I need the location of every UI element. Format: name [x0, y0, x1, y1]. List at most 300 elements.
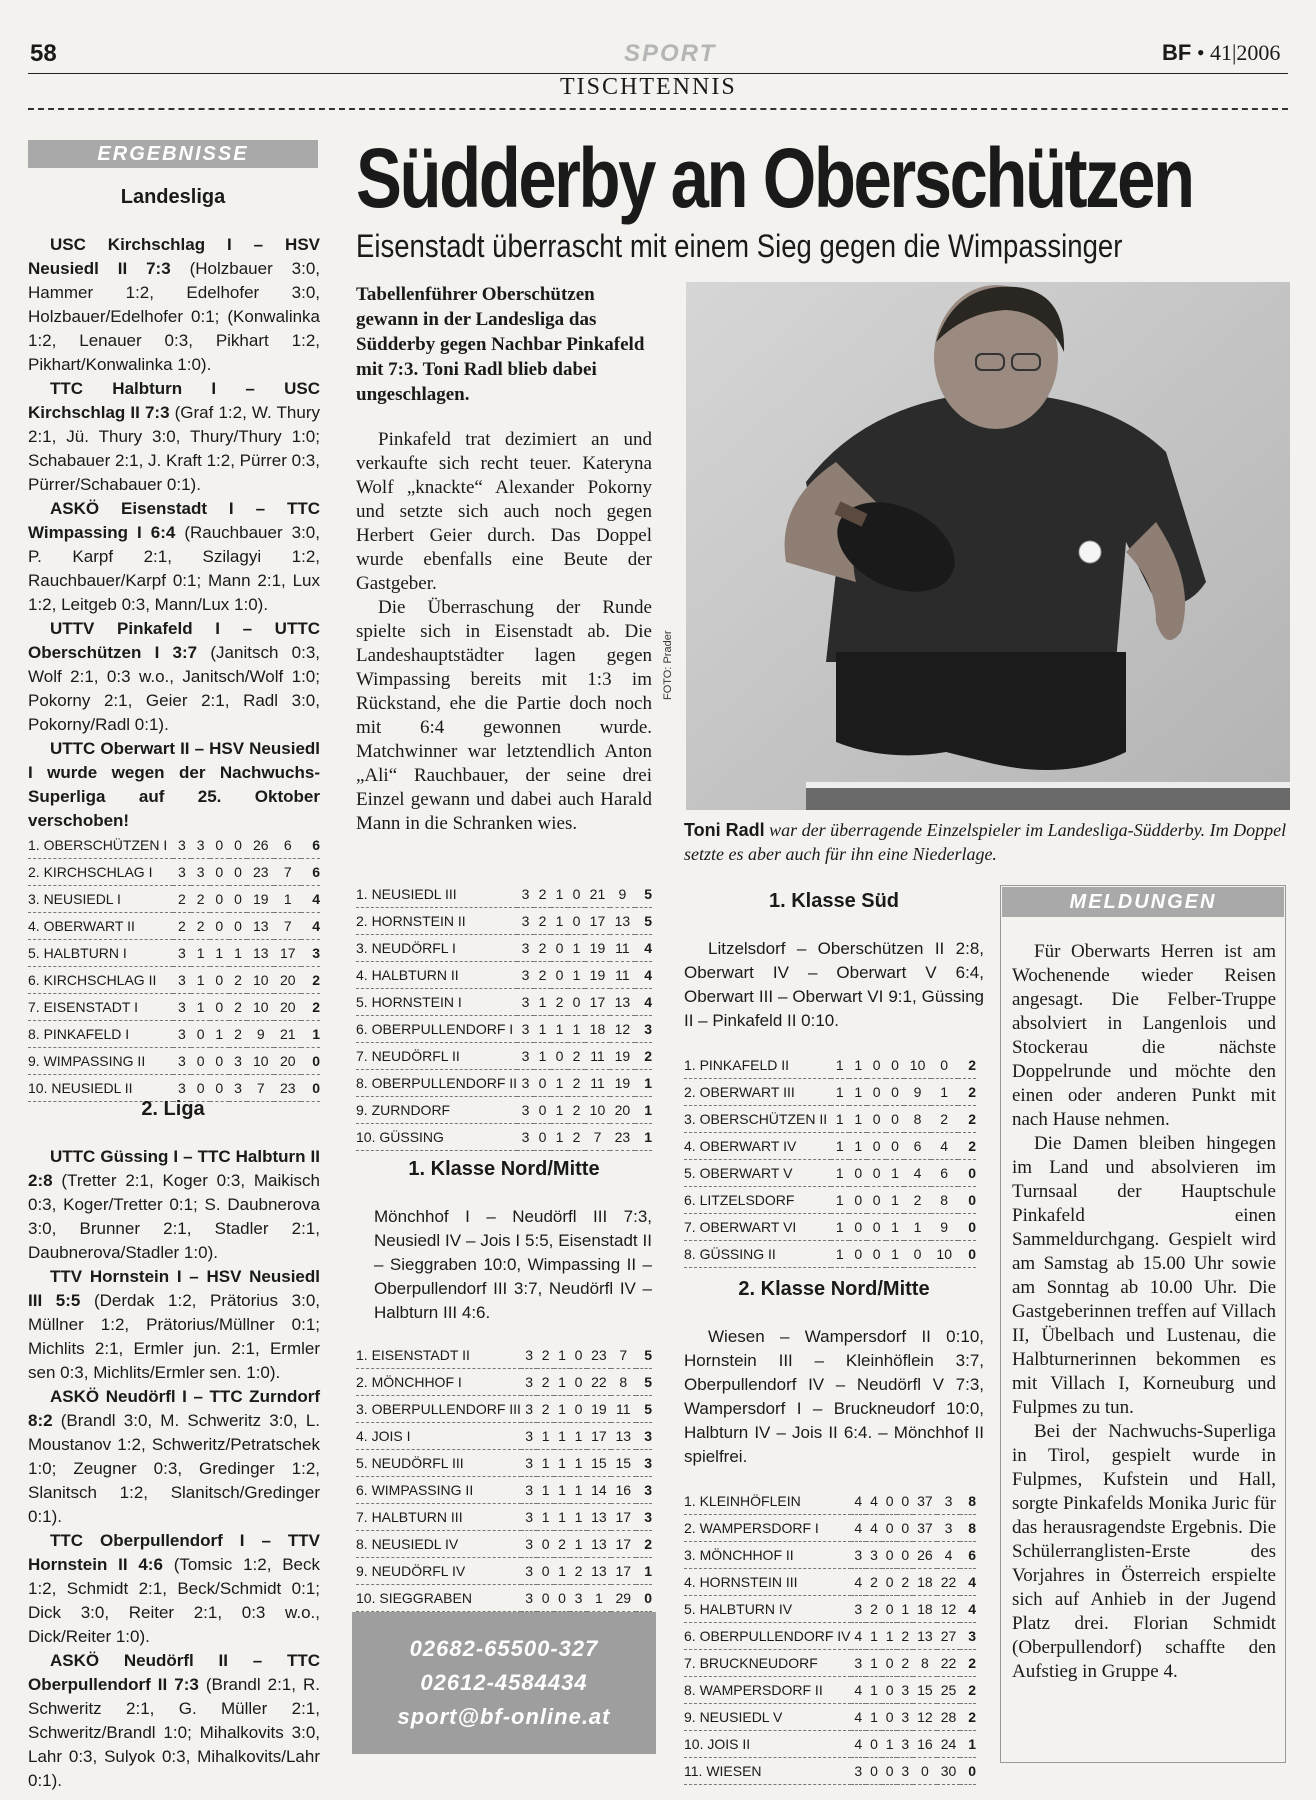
- stat-cell: 0: [867, 1079, 885, 1106]
- stat-cell: 19: [585, 962, 610, 989]
- stat-cell: 0: [882, 1758, 898, 1785]
- stat-cell: 13: [913, 1623, 937, 1650]
- stat-cell: 8: [904, 1106, 931, 1133]
- stat-cell: 0: [897, 1488, 913, 1515]
- points: 0: [958, 1241, 976, 1268]
- klasse-sued-table-row: [684, 1160, 976, 1187]
- section-label: SPORT: [624, 40, 717, 67]
- points: 3: [636, 1423, 653, 1450]
- stat-cell: 0: [882, 1596, 898, 1623]
- stat-cell: 17: [585, 989, 610, 1016]
- stat-cell: 0: [210, 994, 229, 1021]
- stat-cell: 20: [274, 1048, 301, 1075]
- stat-cell: 23: [274, 1075, 301, 1102]
- meldungen-label: MELDUNGEN: [1002, 887, 1284, 917]
- liga2-result: [28, 1529, 320, 1649]
- stat-cell: 3: [897, 1677, 913, 1704]
- stat-cell: 3: [517, 1043, 534, 1070]
- stat-cell: 12: [610, 1016, 635, 1043]
- stat-cell: 18: [913, 1596, 937, 1623]
- stat-cell: 2: [866, 1596, 882, 1623]
- stat-cell: 0: [882, 1542, 898, 1569]
- landesliga-title: Landesliga: [120, 186, 226, 208]
- stat-cell: 22: [587, 1369, 611, 1396]
- stat-cell: 0: [882, 1704, 898, 1731]
- stat-cell: 1: [554, 1396, 570, 1423]
- stat-cell: 1: [866, 1623, 882, 1650]
- stat-cell: 19: [587, 1396, 611, 1423]
- team-name: 2. HORNSTEIN II: [356, 908, 517, 935]
- stat-cell: 0: [886, 1052, 904, 1079]
- klasse-sued-title: 1. Klasse Süd: [768, 890, 900, 912]
- meldungen-body: [1012, 940, 1276, 1684]
- stat-cell: 1: [551, 908, 568, 935]
- stat-cell: 1: [904, 1214, 931, 1241]
- stat-cell: 22: [937, 1650, 961, 1677]
- stat-cell: 0: [849, 1187, 867, 1214]
- klasse-nord-mitte-table-row: [356, 1585, 652, 1612]
- landesliga-result-match: USC Kirchschlag I – HSV Neusiedl II 7:3: [28, 235, 320, 278]
- stat-cell: 1: [568, 935, 585, 962]
- team-name: 8. WAMPERSDORF II: [684, 1677, 851, 1704]
- stat-cell: 17: [587, 1423, 611, 1450]
- stat-cell: 2: [229, 967, 248, 994]
- stat-cell: 2: [897, 1650, 913, 1677]
- klasse-nord-mitte-table-row: [356, 1531, 652, 1558]
- stat-cell: 8: [931, 1187, 958, 1214]
- stat-cell: 1: [831, 1187, 849, 1214]
- points: 2: [958, 1133, 976, 1160]
- points: 0: [301, 1075, 320, 1102]
- team-name: 6. LITZELSDORF: [684, 1187, 831, 1214]
- stat-cell: 3: [173, 1021, 192, 1048]
- team-name: 7. BRUCKNEUDORF: [684, 1650, 851, 1677]
- team-name: 5. HORNSTEIN I: [356, 989, 517, 1016]
- klasse-sued-table-row: [684, 1133, 976, 1160]
- meldungen-paragraph: Bei der Nachwuchs-Superliga in Tirol, gespielt wurde in Fulpmes, Kufstein und Hall, sorgte Pinkafelds Monika Juric für das herausragendste Ergebnis. Die Schülerranglisten-Erste des Vorjahres in Österreich erspielte sich auf Anhieb in der Jugend Platz drei. Florian Schmidt (Oberpullendorf) schaffte den Aufstieg in Gruppe 4.: [1012, 1421, 1276, 1682]
- klasse-nord-mitte-table-row: [356, 1477, 652, 1504]
- stat-cell: 10: [931, 1241, 958, 1268]
- stat-cell: 0: [537, 1558, 553, 1585]
- stat-cell: 3: [851, 1758, 867, 1785]
- stat-cell: 11: [611, 1396, 635, 1423]
- team-name: 6. OBERPULLENDORF I: [356, 1016, 517, 1043]
- stat-cell: 2: [229, 994, 248, 1021]
- stat-cell: 1: [537, 1477, 553, 1504]
- liga2-result-match: ASKÖ Neudörfl I – TTC Zurndorf 8:2: [28, 1387, 320, 1430]
- stat-cell: 17: [611, 1531, 635, 1558]
- team-name: 7. OBERWART VI: [684, 1214, 831, 1241]
- team-name: 10. NEUSIEDL II: [28, 1075, 173, 1102]
- table-tennis-player-image: [686, 282, 1290, 810]
- stat-cell: 17: [274, 940, 301, 967]
- liga2-result-detail: (Derdak 1:2, Prätorius 3:0, Müllner 1:2, Prätorius/Müllner 0:1; Michlits 2:1, Ermler jun. 2:1, Ermler sen 0:3, Michlits/Ermler sen. 1:0).: [28, 1291, 321, 1382]
- publication-name: BF: [1162, 40, 1192, 65]
- stat-cell: 3: [517, 1097, 534, 1124]
- stat-cell: 23: [587, 1342, 611, 1369]
- stat-cell: 10: [247, 1048, 274, 1075]
- klasse2-nord-mitte-table-row: [684, 1569, 976, 1596]
- stat-cell: 1: [931, 1079, 958, 1106]
- points: 8: [960, 1488, 976, 1515]
- team-name: 9. NEUDÖRFL IV: [356, 1558, 521, 1585]
- stat-cell: 1: [554, 1450, 570, 1477]
- stat-cell: 3: [937, 1515, 961, 1542]
- stat-cell: 3: [521, 1369, 537, 1396]
- team-name: 3. NEUDÖRFL I: [356, 935, 517, 962]
- liga2-table-row: [356, 962, 652, 989]
- stat-cell: 15: [913, 1677, 937, 1704]
- stat-cell: 0: [229, 859, 248, 886]
- landesliga-table: [28, 832, 320, 1102]
- stat-cell: 11: [585, 1043, 610, 1070]
- stat-cell: 0: [867, 1052, 885, 1079]
- klasse-sued-table-row: [684, 1241, 976, 1268]
- liga2-table-row: [356, 1016, 652, 1043]
- klasse2-nord-mitte-title: 2. Klasse Nord/Mitte: [738, 1278, 930, 1300]
- stat-cell: 0: [568, 989, 585, 1016]
- stat-cell: 7: [611, 1342, 635, 1369]
- stat-cell: 21: [274, 1021, 301, 1048]
- team-name: 8. GÜSSING II: [684, 1241, 831, 1268]
- stat-cell: 1: [570, 1423, 586, 1450]
- liga2-table-wrap: [356, 881, 652, 1151]
- stat-cell: 0: [534, 1124, 551, 1151]
- stat-cell: 4: [866, 1488, 882, 1515]
- klasse2-nord-mitte-table-row: [684, 1488, 976, 1515]
- landesliga-table-row: [28, 886, 320, 913]
- stat-cell: 6: [274, 832, 301, 859]
- stat-cell: 0: [849, 1241, 867, 1268]
- stat-cell: 1: [191, 967, 210, 994]
- team-name: 6. OBERPULLENDORF IV: [684, 1623, 851, 1650]
- landesliga-result-detail: (Janitsch 0:3, Wolf 2:1, 0:3 w.o., Janitsch/Wolf 1:0; Pokorny 2:1, Geier 2:1, Radl 3:0, Pokorny/Radl 0:1).: [28, 643, 320, 734]
- subheadline: Eisenstadt überrascht mit einem Sieg gegen die Wimpassinger: [356, 228, 1123, 264]
- liga2-result-match: UTTC Güssing I – TTC Halbturn II 2:8: [28, 1147, 320, 1190]
- page-number: 58: [30, 40, 57, 67]
- points: 2: [958, 1106, 976, 1133]
- stat-cell: 1: [551, 1097, 568, 1124]
- points: 4: [635, 962, 652, 989]
- stat-cell: 3: [521, 1585, 537, 1612]
- stat-cell: 0: [849, 1160, 867, 1187]
- stat-cell: 2: [866, 1569, 882, 1596]
- stat-cell: 0: [534, 1070, 551, 1097]
- klasse2-nord-mitte-table-wrap: [684, 1488, 976, 1785]
- stat-cell: 0: [570, 1342, 586, 1369]
- landesliga-table-row: [28, 994, 320, 1021]
- stat-cell: 14: [587, 1477, 611, 1504]
- team-name: 8. NEUSIEDL IV: [356, 1531, 521, 1558]
- stat-cell: 4: [937, 1542, 961, 1569]
- liga2-result: [28, 1265, 320, 1385]
- stat-cell: 0: [913, 1758, 937, 1785]
- stat-cell: 13: [587, 1558, 611, 1585]
- points: 0: [301, 1048, 320, 1075]
- stat-cell: 1: [554, 1558, 570, 1585]
- landesliga-result-detail: (Holzbauer 3:0, Hammer 1:2, Edelhofer 3:0, Holzbauer/Edelhofer 0:1; (Konwalinka 1:2, Lenauer 0:3, Pikhart 1:2, Pikhart/Konwalinka 1:0).: [28, 259, 320, 374]
- stat-cell: 3: [897, 1731, 913, 1758]
- stat-cell: 13: [587, 1504, 611, 1531]
- stat-cell: 0: [568, 908, 585, 935]
- stat-cell: 1: [831, 1133, 849, 1160]
- klasse-nord-mitte-table-row: [356, 1396, 652, 1423]
- liga2-result: [28, 1385, 320, 1529]
- stat-cell: 3: [191, 859, 210, 886]
- contact-box: [352, 1612, 656, 1754]
- stat-cell: 20: [274, 967, 301, 994]
- team-name: 1. OBERSCHÜTZEN I: [28, 832, 173, 859]
- stat-cell: 1: [831, 1106, 849, 1133]
- stat-cell: 11: [585, 1070, 610, 1097]
- stat-cell: 3: [851, 1596, 867, 1623]
- stat-cell: 12: [913, 1704, 937, 1731]
- stat-cell: 1: [551, 1016, 568, 1043]
- stat-cell: 3: [521, 1450, 537, 1477]
- stat-cell: 10: [585, 1097, 610, 1124]
- stat-cell: 0: [191, 1021, 210, 1048]
- stat-cell: 0: [210, 913, 229, 940]
- points: 5: [635, 908, 652, 935]
- stat-cell: 3: [521, 1396, 537, 1423]
- klasse-sued-table: [684, 1052, 976, 1268]
- klasse2-nord-mitte-table-row: [684, 1623, 976, 1650]
- stat-cell: 6: [904, 1133, 931, 1160]
- stat-cell: 0: [210, 1075, 229, 1102]
- landesliga-result-match: ASKÖ Eisenstadt I – TTC Wimpassing I 6:4: [28, 499, 320, 542]
- stat-cell: 0: [551, 962, 568, 989]
- points: 2: [958, 1052, 976, 1079]
- stat-cell: 1: [554, 1477, 570, 1504]
- stat-cell: 2: [931, 1106, 958, 1133]
- points: 4: [635, 989, 652, 1016]
- team-name: 10. JOIS II: [684, 1731, 851, 1758]
- stat-cell: 26: [913, 1542, 937, 1569]
- stat-cell: 0: [866, 1731, 882, 1758]
- stat-cell: 0: [867, 1241, 885, 1268]
- stat-cell: 3: [173, 967, 192, 994]
- stat-cell: 0: [551, 935, 568, 962]
- klasse-nord-mitte-results: Mönchhof I – Neudörfl III 7:3, Neusiedl IV – Jois I 5:5, Eisenstadt II – Sieggraben 10:0, Wimpassing II – Oberpullendorf III 3:7, Neudörfl IV – Halbturn III 4:6.: [374, 1207, 652, 1322]
- landesliga-result-match: UTTC Oberwart II – HSV Neusiedl I wurde wegen der Nachwuchs-Superliga auf 25. Oktober verschoben!: [28, 739, 320, 830]
- points: 5: [635, 881, 652, 908]
- klasse-nord-mitte-table: [356, 1342, 652, 1612]
- liga2-table-row: [356, 1124, 652, 1151]
- stat-cell: 1: [866, 1650, 882, 1677]
- stat-cell: 1: [866, 1704, 882, 1731]
- team-name: 3. MÖNCHHOF II: [684, 1542, 851, 1569]
- points: 6: [960, 1542, 976, 1569]
- stat-cell: 2: [904, 1187, 931, 1214]
- stat-cell: 1: [831, 1214, 849, 1241]
- points: 2: [960, 1704, 976, 1731]
- stat-cell: 1: [897, 1596, 913, 1623]
- stat-cell: 2: [568, 1124, 585, 1151]
- liga2-table-row: [356, 881, 652, 908]
- stat-cell: 17: [585, 908, 610, 935]
- team-name: 9. ZURNDORF: [356, 1097, 517, 1124]
- points: 8: [960, 1515, 976, 1542]
- stat-cell: 3: [866, 1542, 882, 1569]
- stat-cell: 0: [570, 1369, 586, 1396]
- stat-cell: 0: [191, 1075, 210, 1102]
- landesliga-result: [28, 617, 320, 737]
- stat-cell: 3: [517, 908, 534, 935]
- stat-cell: 0: [897, 1542, 913, 1569]
- stat-cell: 0: [882, 1569, 898, 1596]
- stat-cell: 3: [229, 1075, 248, 1102]
- stat-cell: 1: [831, 1241, 849, 1268]
- stat-cell: 3: [851, 1650, 867, 1677]
- team-name: 9. NEUSIEDL V: [684, 1704, 851, 1731]
- stat-cell: 1: [882, 1623, 898, 1650]
- klasse2-nord-mitte-table-row: [684, 1515, 976, 1542]
- article-paragraph: Die Überraschung der Runde spielte sich in Eisenstadt ab. Die Landeshauptstädter lagen gegen Wimpassing bereits mit 1:3 im Rückstand, ehe die Partie doch noch mit 6:4 gewonnen wurde. Matchwinner war letztendlich Anton „Ali“ Rauchbauer, der seine drei Einzel gewann und dabei auch Harald Mann in die Schranken wies.: [356, 597, 652, 834]
- stat-cell: 2: [537, 1342, 553, 1369]
- stat-cell: 0: [849, 1214, 867, 1241]
- stat-cell: 1: [229, 940, 248, 967]
- stat-cell: 7: [274, 913, 301, 940]
- team-name: 5. NEUDÖRFL III: [356, 1450, 521, 1477]
- stat-cell: 2: [173, 913, 192, 940]
- stat-cell: 0: [210, 859, 229, 886]
- stat-cell: 1: [568, 962, 585, 989]
- stat-cell: 23: [610, 1124, 635, 1151]
- stat-cell: 2: [534, 908, 551, 935]
- stat-cell: 1: [191, 940, 210, 967]
- stat-cell: 37: [913, 1488, 937, 1515]
- team-name: 8. PINKAFELD I: [28, 1021, 173, 1048]
- stat-cell: 0: [867, 1160, 885, 1187]
- points: 2: [636, 1531, 653, 1558]
- team-name: 4. JOIS I: [356, 1423, 521, 1450]
- stat-cell: 19: [585, 935, 610, 962]
- landesliga-results: [28, 233, 320, 833]
- contact-email: sport@bf-online.at: [397, 1704, 611, 1729]
- liga2-result-detail: (Tomsic 1:2, Beck 1:2, Schmidt 2:1, Beck/Schmidt 0:1; Dick 3:0, Reiter 2:1, 0:3 w.o., Dick/Reiter 1:0).: [28, 1555, 320, 1646]
- stat-cell: 27: [937, 1623, 961, 1650]
- liga2-table-row: [356, 935, 652, 962]
- stat-cell: 1: [831, 1052, 849, 1079]
- stat-cell: 2: [191, 886, 210, 913]
- stat-cell: 3: [521, 1558, 537, 1585]
- stat-cell: 1: [274, 886, 301, 913]
- team-name: 11. WIESEN: [684, 1758, 851, 1785]
- stat-cell: 37: [913, 1515, 937, 1542]
- stat-cell: 2: [568, 1070, 585, 1097]
- stat-cell: 0: [904, 1241, 931, 1268]
- team-name: 10. SIEGGRABEN: [356, 1585, 521, 1612]
- stat-cell: 1: [191, 994, 210, 1021]
- points: 6: [301, 859, 320, 886]
- stat-cell: 1: [568, 1016, 585, 1043]
- liga2-table: [356, 881, 652, 1151]
- stat-cell: 1: [551, 1124, 568, 1151]
- stat-cell: 0: [882, 1677, 898, 1704]
- stat-cell: 10: [904, 1052, 931, 1079]
- stat-cell: 11: [610, 962, 635, 989]
- team-name: 9. WIMPASSING II: [28, 1048, 173, 1075]
- stat-cell: 19: [247, 886, 274, 913]
- stat-cell: 0: [229, 913, 248, 940]
- stat-cell: 13: [610, 989, 635, 1016]
- stat-cell: 30: [937, 1758, 961, 1785]
- team-name: 1. EISENSTADT II: [356, 1342, 521, 1369]
- stat-cell: 4: [904, 1160, 931, 1187]
- klasse-nord-mitte-title: 1. Klasse Nord/Mitte: [408, 1158, 600, 1180]
- stat-cell: 0: [867, 1106, 885, 1133]
- stat-cell: 10: [247, 967, 274, 994]
- stat-cell: 0: [210, 1048, 229, 1075]
- landesliga-table-row: [28, 832, 320, 859]
- stat-cell: 13: [247, 913, 274, 940]
- stat-cell: 0: [229, 886, 248, 913]
- stat-cell: 1: [537, 1504, 553, 1531]
- klasse-nord-mitte-table-row: [356, 1342, 652, 1369]
- issue-info: BF • 41|2006: [1162, 40, 1281, 65]
- landesliga-result-detail: (Graf 1:2, W. Thury 2:1, Jü. Thury 3:0, Thury/Thury 1:0; Schabauer 2:1, J. Kraft 1:2, Pürrer 0:3, Pürrer/Schabauer 0:1).: [28, 403, 320, 494]
- stat-cell: 3: [517, 962, 534, 989]
- stat-cell: 0: [866, 1758, 882, 1785]
- stat-cell: 1: [537, 1423, 553, 1450]
- stat-cell: 7: [585, 1124, 610, 1151]
- team-name: 5. HALBTURN IV: [684, 1596, 851, 1623]
- liga2-result-detail: (Brandl 3:0, M. Schweritz 3:0, L. Moustanov 1:2, Schweritz/Petratschek 1:0; Zeugner 0:3, Gredinger 1:2, Slanitsch 1:2, Slanitsch/Gredinger 0:1).: [28, 1411, 320, 1526]
- stat-cell: 4: [851, 1488, 867, 1515]
- category-title: TISCHTENNIS: [560, 74, 737, 100]
- points: 0: [958, 1214, 976, 1241]
- stat-cell: 3: [173, 1075, 192, 1102]
- points: 0: [960, 1758, 976, 1785]
- stat-cell: 1: [849, 1133, 867, 1160]
- stat-cell: 2: [534, 881, 551, 908]
- stat-cell: 17: [611, 1558, 635, 1585]
- landesliga-table-row: [28, 967, 320, 994]
- article-body: [356, 428, 652, 836]
- points: 4: [301, 886, 320, 913]
- stat-cell: 9: [247, 1021, 274, 1048]
- stat-cell: 0: [882, 1488, 898, 1515]
- team-name: 6. WIMPASSING II: [356, 1477, 521, 1504]
- stat-cell: 1: [554, 1342, 570, 1369]
- team-name: 5. OBERWART V: [684, 1160, 831, 1187]
- liga2-title: 2. Liga: [141, 1098, 205, 1120]
- stat-cell: 3: [937, 1488, 961, 1515]
- stat-cell: 1: [570, 1477, 586, 1504]
- stat-cell: 20: [274, 994, 301, 1021]
- klasse-nord-mitte-table-wrap: [356, 1342, 652, 1612]
- team-name: 2. MÖNCHHOF I: [356, 1369, 521, 1396]
- stat-cell: 4: [851, 1623, 867, 1650]
- landesliga-table-row: [28, 1021, 320, 1048]
- stat-cell: 3: [851, 1542, 867, 1569]
- stat-cell: 0: [554, 1585, 570, 1612]
- liga2-result: [28, 1145, 320, 1265]
- stat-cell: 1: [831, 1160, 849, 1187]
- points: 4: [301, 913, 320, 940]
- klasse-sued-results: Litzelsdorf – Oberschützen II 2:8, Oberwart IV – Oberwart V 6:4, Oberwart III – Oberwart VI 9:1, Güssing II – Pinkafeld II 0:10.: [684, 939, 984, 1030]
- stat-cell: 18: [913, 1569, 937, 1596]
- contact-phone-1: 02682-65500-327: [409, 1636, 599, 1661]
- stat-cell: 2: [191, 913, 210, 940]
- points: 6: [301, 832, 320, 859]
- stat-cell: 2: [897, 1569, 913, 1596]
- points: 2: [958, 1079, 976, 1106]
- klasse-sued-table-row: [684, 1079, 976, 1106]
- stat-cell: 2: [173, 886, 192, 913]
- stat-cell: 0: [867, 1133, 885, 1160]
- team-name: 7. EISENSTADT I: [28, 994, 173, 1021]
